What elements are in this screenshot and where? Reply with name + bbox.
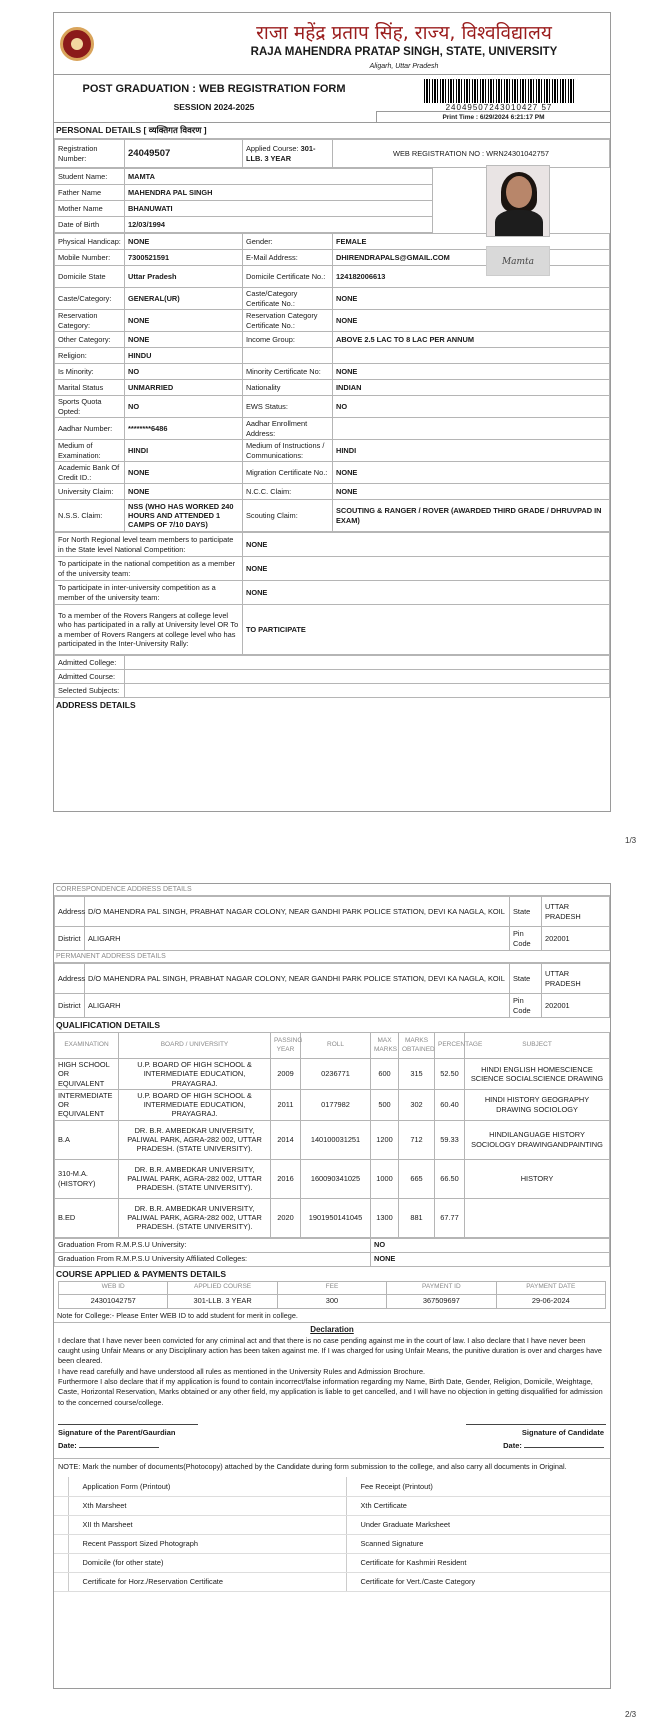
qualification-cell: HINDILANGUAGE HISTORY SOCIOLOGY DRAWINGANDPAINTING	[465, 1120, 610, 1159]
checkbox[interactable]	[54, 1534, 68, 1553]
field-value: BHANUWATI	[125, 201, 433, 217]
info-row	[55, 288, 610, 310]
qualification-cell: B.A	[55, 1120, 119, 1159]
permanent-address: D/O MAHENDRA PAL SINGH, PRABHAT NAGAR COLONY, NEAR GANDHI PARK POLICE STATION, DEVI KA NAGLA, KOIL	[85, 964, 510, 994]
admission-value	[125, 684, 610, 698]
payment-title: COURSE APPLIED & PAYMENTS DETAILS	[56, 1268, 227, 1279]
qualification-cell: 1300	[371, 1198, 399, 1237]
qualification-cell: HIGH SCHOOL OR EQUIVALENT	[55, 1059, 119, 1090]
qualification-row	[55, 1089, 610, 1120]
field-value: HINDI	[125, 440, 243, 462]
claim-value: TO PARTICIPATE	[243, 605, 610, 655]
payment-header: WEB ID	[59, 1281, 168, 1294]
claim-row	[55, 533, 610, 557]
claim-value: NONE	[243, 557, 610, 581]
checkbox[interactable]	[54, 1515, 68, 1534]
permanent-address-table: Address D/O MAHENDRA PAL SINGH, PRABHAT NAGAR COLONY, NEAR GANDHI PARK POLICE STATION, DEVI KA NAGLA, KOIL State UTTAR PRADESH District ALIGARH Pin Code 202001	[54, 963, 610, 1018]
field-value: NO	[125, 364, 243, 380]
field-label	[243, 348, 333, 364]
payment-note: Note for College:- Please Enter WEB ID to add student for merit in college.	[54, 1309, 610, 1323]
declaration-para-3: Furthermore I also declare that if my application is found to contain incorrect/false information regarding my Name, Birth Date, Gender, Religion, Domicile, Weightage, Caste, Horizontal Reservation, Marks obtained or any other field, my application is liable to get cancelled, and I will have no objection in getting disqualified for admission to the concerned course/college.	[58, 1376, 603, 1407]
field-label: Caste/Category:	[55, 288, 125, 310]
field-value: Uttar Pradesh	[125, 266, 243, 288]
field-value: NONE	[125, 234, 243, 250]
university-logo	[60, 27, 94, 61]
admission-label: Admitted Course:	[55, 670, 125, 684]
info-row	[55, 364, 610, 380]
info-row	[55, 332, 610, 348]
claim-value: NONE	[243, 533, 610, 557]
info-row	[55, 484, 610, 500]
qualification-cell: 60.40	[435, 1089, 465, 1120]
personal-pair-table	[54, 233, 610, 532]
field-label: Aadhar Enrollment Address:	[243, 418, 333, 440]
field-label: Migration Certificate No.:	[243, 462, 333, 484]
qualification-cell: DR. B.R. AMBEDKAR UNIVERSITY, PALIWAL PARK, AGRA-282 002, UTTAR PRADESH. (STATE UNIVERSITY).	[119, 1159, 271, 1198]
admission-row	[55, 670, 610, 684]
field-value: HINDI	[333, 440, 610, 462]
checklist-row	[54, 1515, 610, 1534]
field-value: ABOVE 2.5 LAC TO 8 LAC PER ANNUM	[333, 332, 610, 348]
field-label: Medium of Examination:	[55, 440, 125, 462]
page-number-2: 2/3	[625, 1710, 637, 1719]
info-row	[55, 348, 610, 364]
qualification-cell: 1000	[371, 1159, 399, 1198]
permanent-address-title: PERMANENT ADDRESS DETAILS	[54, 951, 610, 963]
field-value: UNMARRIED	[125, 380, 243, 396]
qualification-title: QUALIFICATION DETAILS	[56, 1020, 161, 1030]
checklist-item: Xth Certificate	[346, 1496, 610, 1515]
qualification-cell: 712	[399, 1120, 435, 1159]
field-value: NONE	[333, 364, 610, 380]
payment-header: FEE	[277, 1281, 386, 1294]
field-label: Nationality	[243, 380, 333, 396]
qualification-header: MAX MARKS	[371, 1033, 399, 1059]
field-value: MAHENDRA PAL SINGH	[125, 185, 433, 201]
documents-note: NOTE: Mark the number of documents(Photocopy) attached by the Candidate during form submission to the college, and also carry all documents in Original.	[54, 1458, 610, 1475]
info-row	[55, 310, 610, 332]
payment-cell: 367509697	[387, 1294, 496, 1308]
checkbox[interactable]	[332, 1572, 346, 1591]
field-label: Religion:	[55, 348, 125, 364]
correspondence-pin: 202001	[542, 927, 610, 951]
university-location: Aligarh, Uttar Pradesh	[369, 63, 439, 70]
info-row	[55, 396, 610, 418]
checklist-item: Under Graduate Marksheet	[346, 1515, 610, 1534]
info-row	[55, 440, 610, 462]
qualification-row	[55, 1120, 610, 1159]
field-label: EWS Status:	[243, 396, 333, 418]
correspondence-state: UTTAR PRADESH	[542, 897, 610, 927]
admission-value	[125, 656, 610, 670]
qualification-cell: 66.50	[435, 1159, 465, 1198]
field-label: Other Category:	[55, 332, 125, 348]
checklist-item: Scanned Signature	[346, 1534, 610, 1553]
qualification-table	[54, 1032, 610, 1238]
checklist-row	[54, 1534, 610, 1553]
field-value: NO	[333, 396, 610, 418]
declaration-para-1: I declare that I have never been convicted for any criminal act and that there is no case pending against me in the court of law. I also declare that I have never been caught using Unfair Means or any Disciplinary action has been taken against me. If I was charged for using Unfair Means, the punitive duration is over and charges have been cleared.	[58, 1335, 602, 1366]
qualification-cell: 500	[371, 1089, 399, 1120]
applied-course-label: Applied Course: 301-LLB. 3 YEAR	[243, 140, 333, 168]
qualification-cell: 2016	[271, 1159, 301, 1198]
qualification-row	[55, 1159, 610, 1198]
graduation-rmpsu-table: Graduation From R.M.P.S.U University: NO Graduation From R.M.P.S.U University Affiliated Colleges: NONE	[54, 1238, 610, 1267]
checkbox[interactable]	[54, 1477, 68, 1496]
barcode-text: 24049507243010427 57	[445, 103, 553, 112]
field-value: MAMTA	[125, 169, 433, 185]
correspondence-district: ALIGARH	[85, 927, 510, 951]
field-label: Reservation Category:	[55, 310, 125, 332]
qualification-cell: 52.50	[435, 1059, 465, 1090]
qualification-cell: HINDI HISTORY GEOGRAPHY DRAWING SOCIOLOGY	[465, 1089, 610, 1120]
qualification-cell: U.P. BOARD OF HIGH SCHOOL & INTERMEDIATE EDUCATION, PRAYAGRAJ.	[119, 1059, 271, 1090]
field-value: 124182006613	[333, 266, 610, 288]
field-label: N.S.S. Claim:	[55, 500, 125, 532]
checklist-item: Domicile (for other state)	[68, 1553, 332, 1572]
field-value: NONE	[333, 484, 610, 500]
permanent-state: UTTAR PRADESH	[542, 964, 610, 994]
field-label: University Claim:	[55, 484, 125, 500]
field-value: HINDU	[125, 348, 243, 364]
field-value: NONE	[333, 310, 610, 332]
payment-header: PAYMENT DATE	[496, 1281, 605, 1294]
field-label: Father Name	[55, 185, 125, 201]
field-value: DHIRENDRAPALS@GMAIL.COM	[333, 250, 610, 266]
field-value: NONE	[125, 462, 243, 484]
qualification-cell	[465, 1198, 610, 1237]
claim-row	[55, 581, 610, 605]
qualification-cell: DR. B.R. AMBEDKAR UNIVERSITY, PALIWAL PARK, AGRA-282 002, UTTAR PRADESH. (STATE UNIVERSITY).	[119, 1120, 271, 1159]
checkbox[interactable]	[332, 1496, 346, 1515]
field-value: NONE	[333, 462, 610, 484]
grad-affiliated-value: NONE	[371, 1252, 610, 1266]
field-value	[333, 418, 610, 440]
field-value: NSS (WHO HAS WORKED 240 HOURS AND ATTENDED 1 CAMPS OF 7/10 DAYS)	[125, 500, 243, 532]
field-label: Academic Bank Of Credit ID.:	[55, 462, 125, 484]
checklist-row	[54, 1572, 610, 1591]
checkbox[interactable]	[54, 1496, 68, 1515]
field-label: Reservation Category Certificate No.:	[243, 310, 333, 332]
qualification-cell: 2020	[271, 1198, 301, 1237]
page-number-1: 1/3	[625, 836, 637, 845]
checkbox[interactable]	[332, 1477, 346, 1496]
field-value: 7300521591	[125, 250, 243, 266]
field-label: Medium of Instructions / Communications:	[243, 440, 333, 462]
claim-label: To participate in inter-university competition as a member of the university team:	[55, 581, 243, 605]
declaration-para-2: I have read carefully and have understood all rules as mentioned in the University Rules and Admission Brochure.	[58, 1366, 426, 1376]
parent-date-label: Date:	[58, 1441, 159, 1450]
qualification-cell: 302	[399, 1089, 435, 1120]
admission-table	[54, 655, 610, 698]
checklist-row	[54, 1477, 610, 1496]
qualification-cell: B.ED	[55, 1198, 119, 1237]
checkbox[interactable]	[332, 1553, 346, 1572]
field-label: Gender:	[243, 234, 333, 250]
university-header	[54, 13, 610, 75]
form-page-2	[53, 883, 611, 1689]
qualification-cell: 310-M.A. (HISTORY)	[55, 1159, 119, 1198]
field-label: N.C.C. Claim:	[243, 484, 333, 500]
qualification-cell: 59.33	[435, 1120, 465, 1159]
qualification-cell: DR. B.R. AMBEDKAR UNIVERSITY, PALIWAL PARK, AGRA-282 002, UTTAR PRADESH. (STATE UNIVERSITY).	[119, 1198, 271, 1237]
field-label: Date of Birth	[55, 217, 125, 233]
field-value: SCOUTING & RANGER / ROVER (AWARDED THIRD GRADE / DHRUVPAD IN EXAM)	[333, 500, 610, 532]
claim-value: NONE	[243, 581, 610, 605]
checkbox[interactable]	[332, 1534, 346, 1553]
qualification-cell: 665	[399, 1159, 435, 1198]
candidate-photo	[486, 165, 550, 237]
checklist-item: Fee Receipt (Printout)	[346, 1477, 610, 1496]
declaration-title: Declaration	[310, 1324, 354, 1334]
field-label: Physical Handicap:	[55, 234, 125, 250]
qualification-header: PERCENTAGE	[435, 1033, 465, 1059]
field-label: Sports Quota Opted:	[55, 396, 125, 418]
form-title-block	[54, 75, 610, 123]
correspondence-address: D/O MAHENDRA PAL SINGH, PRABHAT NAGAR COLONY, NEAR GANDHI PARK POLICE STATION, DEVI KA NAGLA, KOIL	[85, 897, 510, 927]
permanent-district: ALIGARH	[85, 994, 510, 1018]
form-title: POST GRADUATION : WEB REGISTRATION FORM	[82, 83, 346, 95]
barcode	[424, 79, 574, 103]
field-label: Is Minority:	[55, 364, 125, 380]
candidate-signature-image: Mamta	[486, 246, 550, 276]
candidate-date-label: Date:	[503, 1441, 604, 1450]
admission-row	[55, 656, 610, 670]
correspondence-address-title: CORRESPONDENCE ADDRESS DETAILS	[54, 884, 610, 896]
candidate-signature-label: Signature of Candidate	[521, 1428, 604, 1438]
qualification-header: EXAMINATION	[55, 1033, 119, 1059]
qualification-header: SUBJECT	[465, 1033, 610, 1059]
form-session: SESSION 2024-2025	[173, 102, 255, 112]
checklist-item: XII th Marsheet	[68, 1515, 332, 1534]
field-label: Scouting Claim:	[243, 500, 333, 532]
correspondence-address-table: Address D/O MAHENDRA PAL SINGH, PRABHAT NAGAR COLONY, NEAR GANDHI PARK POLICE STATION, DEVI KA NAGLA, KOIL State UTTAR PRADESH District ALIGARH Pin Code 202001	[54, 896, 610, 951]
qualification-row	[55, 1059, 610, 1090]
personal-details-title: PERSONAL DETAILS [ व्यक्तिगत विवरण ]	[54, 123, 610, 139]
qualification-header: BOARD / UNIVERSITY	[119, 1033, 271, 1059]
field-label: Mobile Number:	[55, 250, 125, 266]
qualification-cell: 315	[399, 1059, 435, 1090]
address-details-title: ADDRESS DETAILS	[56, 700, 136, 710]
university-name-english: RAJA MAHENDRA PRATAP SINGH, STATE, UNIVERSITY	[250, 46, 558, 58]
field-label: Minority Certificate No:	[243, 364, 333, 380]
admission-label: Admitted College:	[55, 656, 125, 670]
registration-table	[54, 139, 610, 168]
qualification-cell: 160090341025	[301, 1159, 371, 1198]
permanent-pin: 202001	[542, 994, 610, 1018]
field-value: ********6486	[125, 418, 243, 440]
field-label: Aadhar Number:	[55, 418, 125, 440]
grad-rmpsu-value: NO	[371, 1238, 610, 1252]
checkbox[interactable]	[332, 1515, 346, 1534]
payment-table	[58, 1281, 606, 1309]
qualification-cell: 0177982	[301, 1089, 371, 1120]
field-label: E-Mail Address:	[243, 250, 333, 266]
qualification-header: PASSING YEAR	[271, 1033, 301, 1059]
field-value: NONE	[333, 288, 610, 310]
qualification-cell: U.P. BOARD OF HIGH SCHOOL & INTERMEDIATE EDUCATION, PRAYAGRAJ.	[119, 1089, 271, 1120]
field-label: Income Group:	[243, 332, 333, 348]
field-value: INDIAN	[333, 380, 610, 396]
field-value: NONE	[125, 310, 243, 332]
field-value: NONE	[125, 484, 243, 500]
university-name-hindi: राजा महेंद्र प्रताप सिंह, राज्य, विश्वविद्यालय	[256, 22, 552, 44]
web-registration-no: WEB REGISTRATION NO : WRN24301042757	[333, 140, 610, 168]
declaration-text	[54, 1334, 610, 1411]
registration-value: 24049507	[125, 140, 243, 168]
info-row	[55, 462, 610, 484]
payment-header: APPLIED COURSE	[168, 1281, 277, 1294]
qualification-header: ROLL	[301, 1033, 371, 1059]
claim-label: To a member of the Rovers Rangers at college level who has participated in a rally at University level OR To a member of Rovers Rangers at college level who has participated in the Inter-University Rally:	[55, 605, 243, 655]
checklist-item: Certificate for Kashmiri Resident	[346, 1553, 610, 1572]
field-label: Domicile Certificate No.:	[243, 266, 333, 288]
field-label: Student Name:	[55, 169, 125, 185]
field-value: GENERAL(UR)	[125, 288, 243, 310]
qualification-cell: 2009	[271, 1059, 301, 1090]
qualification-cell: 881	[399, 1198, 435, 1237]
claim-row	[55, 605, 610, 655]
qualification-header: MARKS OBTAINED	[399, 1033, 435, 1059]
checkbox[interactable]	[54, 1572, 68, 1591]
qualification-cell: 1200	[371, 1120, 399, 1159]
field-value: NONE	[125, 332, 243, 348]
checklist-item: Certificate for Horz./Reservation Certificate	[68, 1572, 332, 1591]
admission-label: Selected Subjects:	[55, 684, 125, 698]
checkbox[interactable]	[54, 1553, 68, 1572]
qualification-cell: 2011	[271, 1089, 301, 1120]
checklist-item: Certificate for Vert./Caste Category	[346, 1572, 610, 1591]
info-row	[55, 380, 610, 396]
claim-row	[55, 557, 610, 581]
qualification-cell: 600	[371, 1059, 399, 1090]
info-row	[55, 418, 610, 440]
payment-cell: 300	[277, 1294, 386, 1308]
field-label: Mother Name	[55, 201, 125, 217]
checklist-row	[54, 1553, 610, 1572]
payment-header: PAYMENT ID	[387, 1281, 496, 1294]
checklist-item: Application Form (Printout)	[68, 1477, 332, 1496]
claims-table	[54, 532, 610, 655]
admission-value	[125, 670, 610, 684]
qualification-cell: 140100031251	[301, 1120, 371, 1159]
payment-cell: 24301042757	[59, 1294, 168, 1308]
claim-label: For North Regional level team members to participate in the State level National Competition:	[55, 533, 243, 557]
qualification-cell: INTERMEDIATE OR EQUIVALENT	[55, 1089, 119, 1120]
checklist-item: Recent Passport Sized Photograph	[68, 1534, 332, 1553]
form-page-1	[53, 12, 611, 812]
checklist-item: Xth Marsheet	[68, 1496, 332, 1515]
registration-label: Registration Number:	[55, 140, 125, 168]
admission-row	[55, 684, 610, 698]
field-label: Marital Status	[55, 380, 125, 396]
field-value: 12/03/1994	[125, 217, 433, 233]
field-label: Caste/Category Certificate No.:	[243, 288, 333, 310]
payment-cell: 29-06-2024	[496, 1294, 605, 1308]
qualification-cell: HINDI ENGLISH HOMESCIENCE SCIENCE SOCIALSCIENCE DRAWING	[465, 1059, 610, 1090]
field-value	[333, 348, 610, 364]
checklist-row	[54, 1496, 610, 1515]
field-label: Domicile State	[55, 266, 125, 288]
qualification-cell: 1901950141045	[301, 1198, 371, 1237]
print-time: Print Time : 6/29/2024 6:21:17 PM	[376, 111, 610, 123]
qualification-cell: 2014	[271, 1120, 301, 1159]
qualification-cell: 67.77	[435, 1198, 465, 1237]
field-value: NO	[125, 396, 243, 418]
signature-row	[54, 1410, 610, 1458]
field-value: FEMALE	[333, 234, 610, 250]
documents-checklist	[54, 1477, 610, 1592]
qualification-cell: 0236771	[301, 1059, 371, 1090]
qualification-cell: HISTORY	[465, 1159, 610, 1198]
qualification-row	[55, 1198, 610, 1237]
payment-cell: 301-LLB. 3 YEAR	[168, 1294, 277, 1308]
claim-label: To participate in the national competition as a member of the university team:	[55, 557, 243, 581]
info-row	[55, 500, 610, 532]
parent-signature-label: Signature of the Parent/Gaurdian	[58, 1428, 176, 1438]
